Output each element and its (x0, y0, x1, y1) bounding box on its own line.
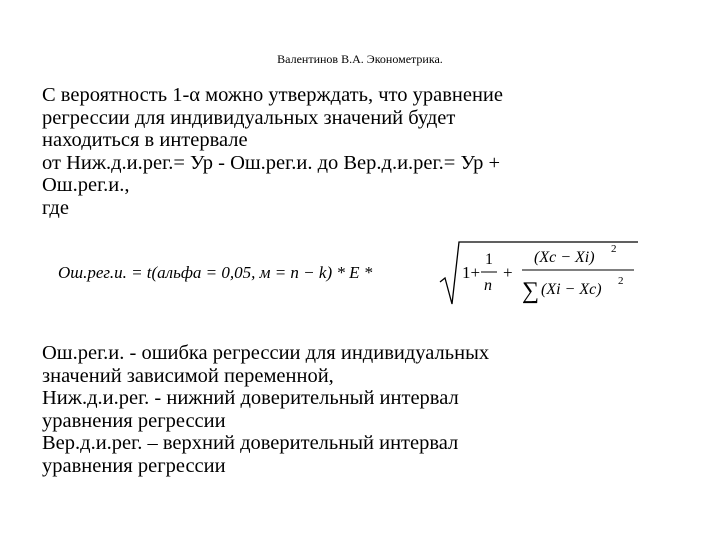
formula-one-plus: 1+ (462, 263, 481, 282)
intro-line: где (42, 196, 69, 219)
definition-line: Ниж.д.и.рег. - нижний доверительный интервал (42, 387, 459, 409)
definition-line: уравнения регрессии (42, 409, 226, 432)
frac2-denominator: (Xi − Xc) (541, 281, 602, 298)
sum-sign: ∑ (522, 278, 540, 304)
intro-line: регрессии для индивидуальных значений будет (42, 106, 456, 129)
formula-plus: + (503, 263, 513, 282)
intro-line: Ош.рег.и., (42, 174, 130, 196)
intro-line: находиться в интервале (42, 129, 248, 151)
frac2-denominator-exponent: 2 (618, 275, 624, 287)
frac2-numerator-exponent: 2 (611, 243, 617, 255)
intro-line: от Ниж.д.и.рег.= Ур - Ош.рег.и. до Вер.д.и.рег.= Ур + (42, 151, 501, 174)
definition-line: уравнения регрессии (42, 454, 226, 477)
definition-line: значений зависимой переменной, (42, 364, 334, 387)
intro-paragraph (42, 84, 503, 219)
definition-line: Вер.д.и.рег. – верхний доверительный интервал (42, 432, 459, 454)
regression-error-formula (38, 232, 678, 312)
frac1-numerator: 1 (485, 251, 493, 268)
formula-lhs: Ош.рег.и. = t(альфа = 0,05, м = n − k) * E * (58, 263, 373, 282)
document-header: Валентинов В.А. Эконометрика. (277, 52, 443, 66)
frac1-denominator: n (484, 277, 492, 294)
intro-line: С вероятность 1-α можно утверждать, что уравнение (42, 84, 503, 106)
definition-line: Ош.рег.и. - ошибка регрессии для индивидуальных (42, 342, 490, 364)
definitions-paragraph (42, 342, 489, 477)
frac2-numerator: (Xc − Xi) (534, 249, 595, 266)
